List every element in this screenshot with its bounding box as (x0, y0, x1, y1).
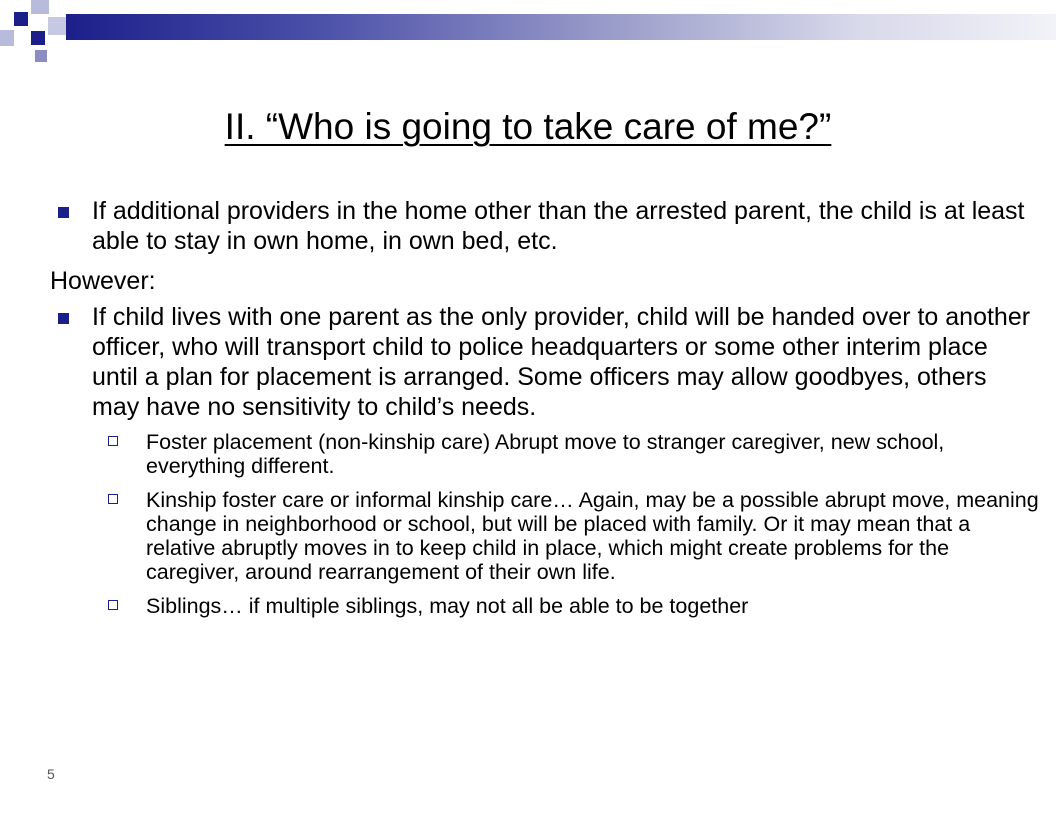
sub-bullet-text: Siblings… if multiple siblings, may not all be able to be together (146, 594, 749, 618)
hollow-square-bullet-icon (108, 494, 118, 504)
sub-bullet-text: Foster placement (non-kinship care) Abrupt move to stranger caregiver, new school, everything different. (146, 430, 945, 478)
slide-number: 5 (47, 766, 55, 782)
hollow-square-bullet-icon (108, 436, 118, 446)
bullet-item (50, 196, 1040, 256)
sub-bullet-text: Kinship foster care or informal kinship care… Again, may be a possible abrupt move, meaning change in neighborhood or school, but will be placed with family. Or it may mean that a relative abruptly moves in to keep child in place, which might create problems for the caregiver, around rearrangement of their own life. (146, 488, 1039, 584)
hollow-square-bullet-icon (108, 600, 118, 610)
sub-bullet-item (50, 488, 1040, 584)
slide-content (50, 196, 1040, 618)
slide-title: II. “Who is going to take care of me?” (224, 106, 832, 147)
deco-square-light (0, 30, 14, 46)
deco-square-light (48, 17, 66, 35)
header-gradient-bar (66, 14, 1056, 40)
square-bullet-icon (58, 313, 69, 324)
deco-square-dark (14, 12, 28, 26)
sub-bullet-item (50, 594, 1040, 618)
however-label: However: (50, 267, 156, 295)
deco-square-mid (35, 50, 47, 62)
deco-square-light (31, 0, 49, 14)
square-bullet-icon (58, 207, 69, 218)
bullet-text: If additional providers in the home other than the arrested parent, the child is at least able to stay in own home, in own bed, etc. (92, 197, 1025, 255)
bullet-item (50, 302, 1040, 422)
bullet-text: If child lives with one parent as the only provider, child will be handed over to another officer, who will transport child to police headquarters or some other interim place until a plan for placement is arranged. Some officers may allow goodbyes, others may have no sensitivity to child’s needs. (92, 303, 1031, 421)
deco-square-dark (31, 31, 45, 45)
header-decoration (0, 0, 1056, 80)
sub-bullet-item (50, 430, 1040, 478)
